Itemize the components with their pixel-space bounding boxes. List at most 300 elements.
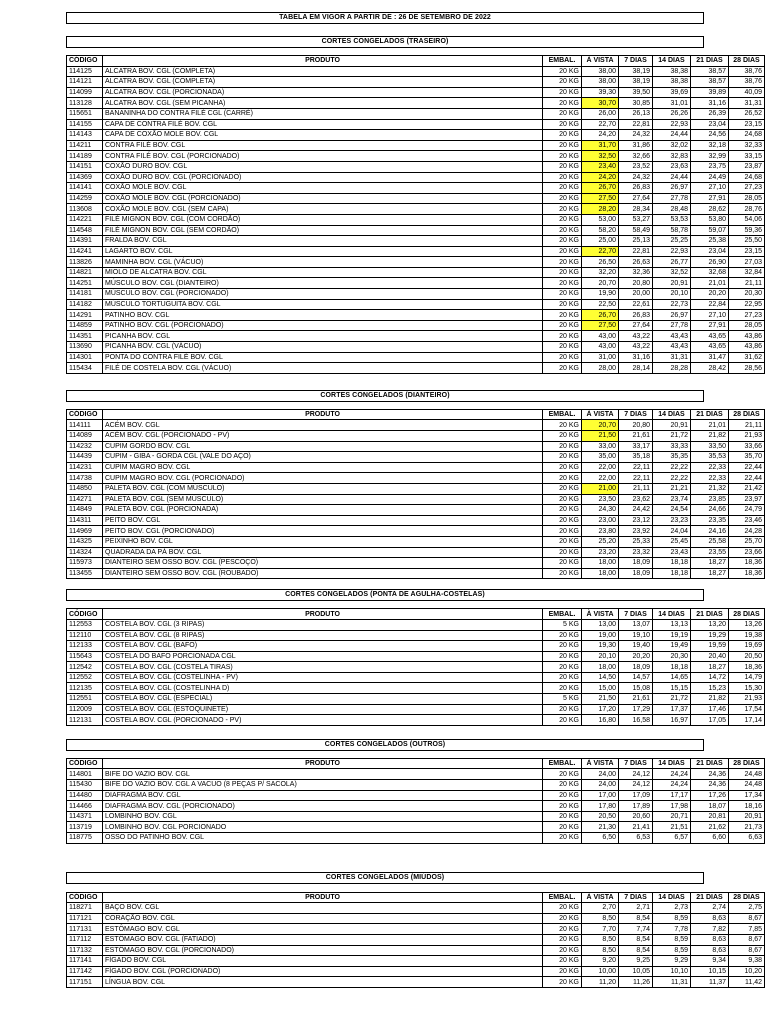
price-21-dias: 9,34: [691, 956, 729, 967]
price-a-vista: 23,40: [582, 161, 619, 172]
price-28-dias: 23,15: [729, 246, 765, 257]
price-7-dias: 20,00: [619, 289, 653, 300]
table-row: [67, 977, 765, 988]
price-14-dias: 22,22: [653, 462, 691, 473]
header-14-dias: 14 DIAS: [653, 609, 691, 620]
price-7-dias: 14,57: [619, 672, 653, 683]
table-row: [67, 811, 765, 822]
price-table-page: [66, 12, 762, 988]
price-28-dias: 21,93: [729, 694, 765, 705]
table-row: [67, 441, 765, 452]
price-a-vista: 8,50: [582, 945, 619, 956]
product-name: FILÉ MIGNON BOV. CGL (SEM CORDÃO): [103, 225, 543, 236]
price-7-dias: 31,86: [619, 140, 653, 151]
table-row: [67, 945, 765, 956]
price-21-dias: 18,07: [691, 801, 729, 812]
package-size: 20 KG: [543, 331, 582, 342]
price-a-vista: 16,80: [582, 715, 619, 726]
price-14-dias: 17,17: [653, 790, 691, 801]
product-code: 117141: [67, 956, 103, 967]
price-7-dias: 18,09: [619, 558, 653, 569]
price-14-dias: 32,52: [653, 267, 691, 278]
header-produto: PRODUTO: [103, 56, 543, 67]
price-7-dias: 38,19: [619, 66, 653, 77]
product-name: MÚSCULO BOV. CGL (DIANTEIRO): [103, 278, 543, 289]
table-row: [67, 140, 765, 151]
product-code: 115643: [67, 651, 103, 662]
price-28-dias: 23,87: [729, 161, 765, 172]
price-7-dias: 20,80: [619, 278, 653, 289]
product-name: COXÃO DURO BOV. CGL: [103, 161, 543, 172]
product-name: CUPIM MAGRO BOV. CGL: [103, 462, 543, 473]
price-28-dias: 43,86: [729, 331, 765, 342]
price-a-vista: 7,70: [582, 924, 619, 935]
package-size: 20 KG: [543, 310, 582, 321]
price-7-dias: 2,71: [619, 903, 653, 914]
price-28-dias: 32,84: [729, 267, 765, 278]
price-21-dias: 23,85: [691, 494, 729, 505]
price-7-dias: 20,80: [619, 420, 653, 431]
package-size: 20 KG: [543, 956, 582, 967]
product-code: 113128: [67, 98, 103, 109]
price-28-dias: 28,05: [729, 320, 765, 331]
product-name: FÍGADO BOV. CGL (PORCIONADO): [103, 966, 543, 977]
table-row: [67, 966, 765, 977]
price-7-dias: 28,14: [619, 363, 653, 374]
price-28-dias: 23,15: [729, 119, 765, 130]
package-size: 20 KG: [543, 204, 582, 215]
header-produto: PRODUTO: [103, 892, 543, 903]
product-name: LOMBINHO BOV. CGL PORCIONADO: [103, 822, 543, 833]
product-code: 114231: [67, 462, 103, 473]
header-7-dias: 7 DIAS: [619, 56, 653, 67]
table-header-row: [67, 609, 765, 620]
product-name: ESTÔMAGO BOV. CGL (FATIADO): [103, 934, 543, 945]
price-21-dias: 20,40: [691, 651, 729, 662]
price-a-vista: 27,50: [582, 320, 619, 331]
price-7-dias: 20,20: [619, 651, 653, 662]
price-21-dias: 14,72: [691, 672, 729, 683]
price-28-dias: 24,48: [729, 780, 765, 791]
package-size: 20 KG: [543, 151, 582, 162]
table-row: [67, 790, 765, 801]
price-a-vista: 23,50: [582, 494, 619, 505]
package-size: 20 KG: [543, 811, 582, 822]
price-7-dias: 8,54: [619, 934, 653, 945]
price-21-dias: 31,47: [691, 352, 729, 363]
product-code: 114311: [67, 515, 103, 526]
product-code: 118271: [67, 903, 103, 914]
price-7-dias: 23,52: [619, 161, 653, 172]
price-21-dias: 32,18: [691, 140, 729, 151]
product-code: 117151: [67, 977, 103, 988]
price-a-vista: 32,50: [582, 151, 619, 162]
price-a-vista: 19,30: [582, 641, 619, 652]
price-28-dias: 38,76: [729, 77, 765, 88]
price-7-dias: 30,85: [619, 98, 653, 109]
price-28-dias: 14,79: [729, 672, 765, 683]
price-21-dias: 23,75: [691, 161, 729, 172]
table-row: [67, 462, 765, 473]
product-name: DIAFRAGMA BOV. CGL (PORCIONADO): [103, 801, 543, 812]
price-14-dias: 24,04: [653, 526, 691, 537]
product-name: CUPIM - GIBA - GORDA CGL (VALE DO AÇO): [103, 452, 543, 463]
price-28-dias: 24,68: [729, 172, 765, 183]
product-code: 113826: [67, 257, 103, 268]
package-size: 20 KG: [543, 483, 582, 494]
product-name: COSTELA DO BAFO PORCIONADA CGL: [103, 651, 543, 662]
price-a-vista: 8,50: [582, 913, 619, 924]
price-28-dias: 22,95: [729, 299, 765, 310]
table-row: [67, 151, 765, 162]
header-21-dias: 21 DIAS: [691, 892, 729, 903]
price-28-dias: 33,66: [729, 441, 765, 452]
package-size: 20 KG: [543, 108, 582, 119]
price-a-vista: 22,50: [582, 299, 619, 310]
header-28-dias: 28 DIAS: [729, 409, 765, 420]
section-title: CORTES CONGELADOS (TRASEIRO): [66, 36, 704, 48]
product-code: 114189: [67, 151, 103, 162]
package-size: 20 KG: [543, 289, 582, 300]
price-28-dias: 17,54: [729, 704, 765, 715]
price-table: [66, 55, 765, 374]
product-name: PATINHO BOV. CGL: [103, 310, 543, 321]
price-28-dias: 25,50: [729, 236, 765, 247]
product-name: MAMINHA BOV. CGL (VÁCUO): [103, 257, 543, 268]
header-a-vista: À VISTA: [582, 892, 619, 903]
price-28-dias: 18,36: [729, 558, 765, 569]
table-row: [67, 473, 765, 484]
price-14-dias: 26,26: [653, 108, 691, 119]
product-code: 114738: [67, 473, 103, 484]
table-row: [67, 568, 765, 579]
price-21-dias: 27,91: [691, 193, 729, 204]
price-a-vista: 33,00: [582, 441, 619, 452]
product-code: 112110: [67, 630, 103, 641]
price-14-dias: 22,93: [653, 119, 691, 130]
price-a-vista: 18,00: [582, 568, 619, 579]
package-size: 20 KG: [543, 236, 582, 247]
price-7-dias: 58,49: [619, 225, 653, 236]
table-row: [67, 956, 765, 967]
header-7-dias: 7 DIAS: [619, 409, 653, 420]
table-row: [67, 342, 765, 353]
product-name: BIFE DO VAZIO BOV. CGL A VACUO (8 PEÇAS P/ SACOLA): [103, 780, 543, 791]
price-a-vista: 21,00: [582, 483, 619, 494]
table-row: [67, 225, 765, 236]
table-row: [67, 320, 765, 331]
price-14-dias: 13,13: [653, 619, 691, 630]
table-row: [67, 289, 765, 300]
product-code: 114480: [67, 790, 103, 801]
product-name: QUADRADA DA PÁ BOV. CGL: [103, 547, 543, 558]
price-14-dias: 20,71: [653, 811, 691, 822]
product-code: 117131: [67, 924, 103, 935]
price-7-dias: 24,32: [619, 130, 653, 141]
package-size: 20 KG: [543, 769, 582, 780]
package-size: 20 KG: [543, 780, 582, 791]
product-name: DIAFRAGMA BOV. CGL: [103, 790, 543, 801]
product-name: ALCATRA BOV. CGL (PORCIONADA): [103, 87, 543, 98]
price-7-dias: 23,92: [619, 526, 653, 537]
product-code: 112551: [67, 694, 103, 705]
price-a-vista: 28,20: [582, 204, 619, 215]
price-7-dias: 21,61: [619, 694, 653, 705]
price-7-dias: 19,40: [619, 641, 653, 652]
table-row: [67, 452, 765, 463]
package-size: 20 KG: [543, 526, 582, 537]
price-7-dias: 17,09: [619, 790, 653, 801]
table-row: [67, 715, 765, 726]
package-size: 20 KG: [543, 363, 582, 374]
price-28-dias: 31,31: [729, 98, 765, 109]
price-28-dias: 19,69: [729, 641, 765, 652]
price-a-vista: 2,70: [582, 903, 619, 914]
price-14-dias: 23,23: [653, 515, 691, 526]
header-embal: EMBAL.: [543, 409, 582, 420]
price-21-dias: 53,80: [691, 214, 729, 225]
price-14-dias: 10,10: [653, 966, 691, 977]
price-a-vista: 17,00: [582, 790, 619, 801]
header-codigo: CÓDIGO: [67, 758, 103, 769]
header-14-dias: 14 DIAS: [653, 758, 691, 769]
product-code: 115651: [67, 108, 103, 119]
price-7-dias: 33,17: [619, 441, 653, 452]
price-21-dias: 23,04: [691, 246, 729, 257]
package-size: 5 KG: [543, 619, 582, 630]
table-row: [67, 619, 765, 630]
price-21-dias: 18,27: [691, 558, 729, 569]
product-name: FRALDA BOV. CGL: [103, 236, 543, 247]
sections-container: [66, 36, 762, 988]
price-14-dias: 21,21: [653, 483, 691, 494]
header-codigo: CÓDIGO: [67, 56, 103, 67]
product-code: 112542: [67, 662, 103, 673]
price-a-vista: 19,00: [582, 630, 619, 641]
price-21-dias: 21,62: [691, 822, 729, 833]
header-produto: PRODUTO: [103, 409, 543, 420]
product-name: ACÉM BOV. CGL: [103, 420, 543, 431]
price-28-dias: 17,34: [729, 790, 765, 801]
product-name: FILÉ MIGNON BOV. CGL (COM CORDÃO): [103, 214, 543, 225]
price-14-dias: 38,38: [653, 77, 691, 88]
price-21-dias: 10,15: [691, 966, 729, 977]
price-7-dias: 23,32: [619, 547, 653, 558]
package-size: 20 KG: [543, 934, 582, 945]
package-size: 20 KG: [543, 704, 582, 715]
header-21-dias: 21 DIAS: [691, 56, 729, 67]
table-row: [67, 924, 765, 935]
package-size: 20 KG: [543, 683, 582, 694]
package-size: 20 KG: [543, 320, 582, 331]
price-28-dias: 28,05: [729, 193, 765, 204]
price-7-dias: 22,11: [619, 462, 653, 473]
product-code: 112133: [67, 641, 103, 652]
price-14-dias: 2,73: [653, 903, 691, 914]
price-28-dias: 24,68: [729, 130, 765, 141]
product-code: 112131: [67, 715, 103, 726]
price-28-dias: 20,30: [729, 289, 765, 300]
header-produto: PRODUTO: [103, 758, 543, 769]
price-7-dias: 24,42: [619, 505, 653, 516]
price-14-dias: 23,43: [653, 547, 691, 558]
price-a-vista: 17,80: [582, 801, 619, 812]
price-a-vista: 19,90: [582, 289, 619, 300]
table-row: [67, 547, 765, 558]
price-21-dias: 28,42: [691, 363, 729, 374]
package-size: 20 KG: [543, 790, 582, 801]
table-row: [67, 278, 765, 289]
package-size: 20 KG: [543, 431, 582, 442]
package-size: 20 KG: [543, 833, 582, 844]
header-codigo: CÓDIGO: [67, 409, 103, 420]
product-code: 114271: [67, 494, 103, 505]
table-row: [67, 683, 765, 694]
table-row: [67, 352, 765, 363]
price-14-dias: 39,69: [653, 87, 691, 98]
price-7-dias: 7,74: [619, 924, 653, 935]
product-name: PEITO BOV. CGL (PORCIONADO): [103, 526, 543, 537]
price-28-dias: 21,11: [729, 420, 765, 431]
price-7-dias: 31,16: [619, 352, 653, 363]
price-14-dias: 14,65: [653, 672, 691, 683]
price-21-dias: 6,60: [691, 833, 729, 844]
price-21-dias: 32,68: [691, 267, 729, 278]
price-28-dias: 22,44: [729, 462, 765, 473]
header-embal: EMBAL.: [543, 609, 582, 620]
product-code: 114849: [67, 505, 103, 516]
header-a-vista: À VISTA: [582, 758, 619, 769]
price-21-dias: 24,66: [691, 505, 729, 516]
table-row: [67, 822, 765, 833]
price-14-dias: 11,31: [653, 977, 691, 988]
price-14-dias: 58,78: [653, 225, 691, 236]
package-size: 20 KG: [543, 246, 582, 257]
package-size: 20 KG: [543, 225, 582, 236]
price-7-dias: 22,81: [619, 119, 653, 130]
product-name: COSTELA BOV. CGL (BAFO): [103, 641, 543, 652]
product-name: CORAÇÃO BOV. CGL: [103, 913, 543, 924]
price-7-dias: 8,54: [619, 945, 653, 956]
price-a-vista: 15,00: [582, 683, 619, 694]
header-21-dias: 21 DIAS: [691, 758, 729, 769]
price-14-dias: 22,22: [653, 473, 691, 484]
product-code: 114241: [67, 246, 103, 257]
product-name: MÚSCULO TORTUGUITA BOV. CGL: [103, 299, 543, 310]
price-a-vista: 53,00: [582, 214, 619, 225]
product-name: COSTELA BOV. CGL (3 RIPAS): [103, 619, 543, 630]
price-28-dias: 8,67: [729, 945, 765, 956]
price-28-dias: 23,97: [729, 494, 765, 505]
price-21-dias: 8,63: [691, 913, 729, 924]
package-size: 20 KG: [543, 903, 582, 914]
price-table: [66, 409, 765, 580]
table-row: [67, 77, 765, 88]
table-row: [67, 363, 765, 374]
header-codigo: CÓDIGO: [67, 892, 103, 903]
price-14-dias: 18,18: [653, 662, 691, 673]
header-14-dias: 14 DIAS: [653, 892, 691, 903]
price-a-vista: 20,70: [582, 420, 619, 431]
price-21-dias: 23,55: [691, 547, 729, 558]
price-28-dias: 32,33: [729, 140, 765, 151]
section-title: CORTES CONGELADOS (OUTROS): [66, 739, 704, 751]
price-21-dias: 25,38: [691, 236, 729, 247]
price-14-dias: 18,18: [653, 568, 691, 579]
product-name: COSTELA BOV. CGL (ESPECIAL): [103, 694, 543, 705]
package-size: 20 KG: [543, 715, 582, 726]
price-7-dias: 26,13: [619, 108, 653, 119]
product-code: 114301: [67, 352, 103, 363]
table-row: [67, 483, 765, 494]
product-name: CONTRA FILÉ BOV. CGL: [103, 140, 543, 151]
product-code: 114801: [67, 769, 103, 780]
price-a-vista: 6,50: [582, 833, 619, 844]
price-14-dias: 43,43: [653, 331, 691, 342]
package-size: 5 KG: [543, 694, 582, 705]
product-name: CONTRA FILÉ BOV. CGL (PORCIONADO): [103, 151, 543, 162]
price-14-dias: 26,77: [653, 257, 691, 268]
price-28-dias: 43,86: [729, 342, 765, 353]
section-title: CORTES CONGELADOS (MIÚDOS): [66, 872, 704, 884]
product-name: COSTELA BOV. CGL (COSTELINHA - PV): [103, 672, 543, 683]
package-size: 20 KG: [543, 568, 582, 579]
price-28-dias: 8,67: [729, 934, 765, 945]
product-name: CAPA DE CONTRA FILÉ BOV. CGL: [103, 119, 543, 130]
package-size: 20 KG: [543, 452, 582, 463]
price-21-dias: 18,27: [691, 568, 729, 579]
table-header-row: [67, 409, 765, 420]
price-a-vista: 22,70: [582, 246, 619, 257]
price-a-vista: 24,00: [582, 769, 619, 780]
price-a-vista: 26,50: [582, 257, 619, 268]
table-row: [67, 641, 765, 652]
header-a-vista: À VISTA: [582, 409, 619, 420]
table-row: [67, 505, 765, 516]
product-name: PEIXINHO BOV. CGL: [103, 536, 543, 547]
table-row: [67, 183, 765, 194]
product-code: 114969: [67, 526, 103, 537]
price-14-dias: 25,45: [653, 536, 691, 547]
price-a-vista: 38,00: [582, 66, 619, 77]
price-21-dias: 39,89: [691, 87, 729, 98]
price-table: [66, 608, 765, 726]
price-a-vista: 24,20: [582, 130, 619, 141]
product-name: ACÉM BOV. CGL (PORCIONADO - PV): [103, 431, 543, 442]
price-21-dias: 26,39: [691, 108, 729, 119]
price-a-vista: 9,20: [582, 956, 619, 967]
price-7-dias: 17,29: [619, 704, 653, 715]
table-row: [67, 130, 765, 141]
product-code: 114141: [67, 183, 103, 194]
product-code: 114089: [67, 431, 103, 442]
price-21-dias: 20,81: [691, 811, 729, 822]
package-size: 20 KG: [543, 662, 582, 673]
price-7-dias: 24,12: [619, 780, 653, 791]
product-name: DIANTEIRO SEM OSSO BOV. CGL (ROUBADO): [103, 568, 543, 579]
table-header-row: [67, 56, 765, 67]
package-size: 20 KG: [543, 505, 582, 516]
product-name: LÍNGUA BOV. CGL: [103, 977, 543, 988]
header-28-dias: 28 DIAS: [729, 609, 765, 620]
header-28-dias: 28 DIAS: [729, 892, 765, 903]
table-row: [67, 87, 765, 98]
table-header-row: [67, 892, 765, 903]
product-name: PATINHO BOV. CGL (PORCIONADO): [103, 320, 543, 331]
header-7-dias: 7 DIAS: [619, 758, 653, 769]
price-28-dias: 33,15: [729, 151, 765, 162]
price-7-dias: 32,66: [619, 151, 653, 162]
